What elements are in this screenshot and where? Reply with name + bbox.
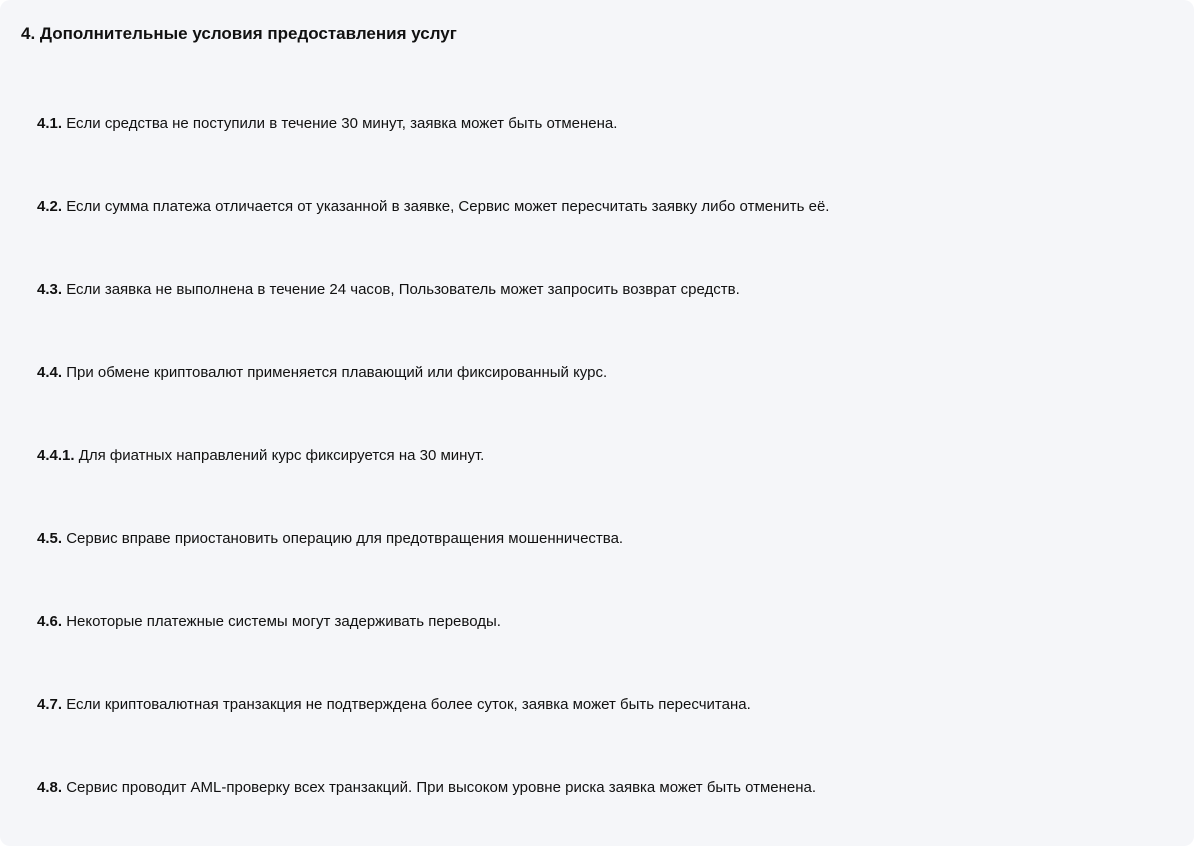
clause-number: 4.4.1. — [37, 447, 75, 464]
clause-list — [37, 113, 829, 846]
section-title: 4. Дополнительные условия предоставления услуг — [21, 24, 457, 43]
clause-text: Если криптовалютная транзакция не подтверждена более суток, заявка может быть пересчитана. — [66, 696, 751, 713]
clause-number: 4.5. — [37, 530, 63, 547]
clause-item — [37, 113, 829, 196]
clause-item — [37, 445, 829, 528]
clause-item — [37, 362, 829, 445]
clause-item — [37, 694, 829, 777]
clause-number: 4.1. — [37, 115, 63, 132]
clause-number: 4.8. — [37, 779, 63, 796]
clause-number: 4.7. — [37, 696, 63, 713]
clause-text: Сервис проводит AML-проверку всех транзакций. При высоком уровне риска заявка может быть отменена. — [66, 779, 817, 796]
clause-number: 4.3. — [37, 281, 63, 298]
clause-number: 4.6. — [37, 613, 63, 630]
clause-text: Если заявка не выполнена в течение 24 часов, Пользователь может запросить возврат средств. — [66, 281, 740, 298]
clause-item — [37, 528, 829, 611]
clause-number: 4.4. — [37, 364, 63, 381]
clause-item — [37, 279, 829, 362]
clause-number: 4.2. — [37, 198, 63, 215]
clause-text: Если сумма платежа отличается от указанной в заявке, Сервис может пересчитать заявку либо отменить её. — [66, 198, 830, 215]
clause-text: Некоторые платежные системы могут задерживать переводы. — [66, 613, 501, 630]
clause-text: При обмене криптовалют применяется плавающий или фиксированный курс. — [66, 364, 608, 381]
clause-item — [37, 777, 829, 846]
clause-text: Для фиатных направлений курс фиксируется на 30 минут. — [78, 447, 485, 464]
clause-text: Сервис вправе приостановить операцию для предотвращения мошенничества. — [66, 530, 624, 547]
clause-item — [37, 611, 829, 694]
clause-item — [37, 196, 829, 279]
clause-text: Если средства не поступили в течение 30 минут, заявка может быть отменена. — [66, 115, 618, 132]
